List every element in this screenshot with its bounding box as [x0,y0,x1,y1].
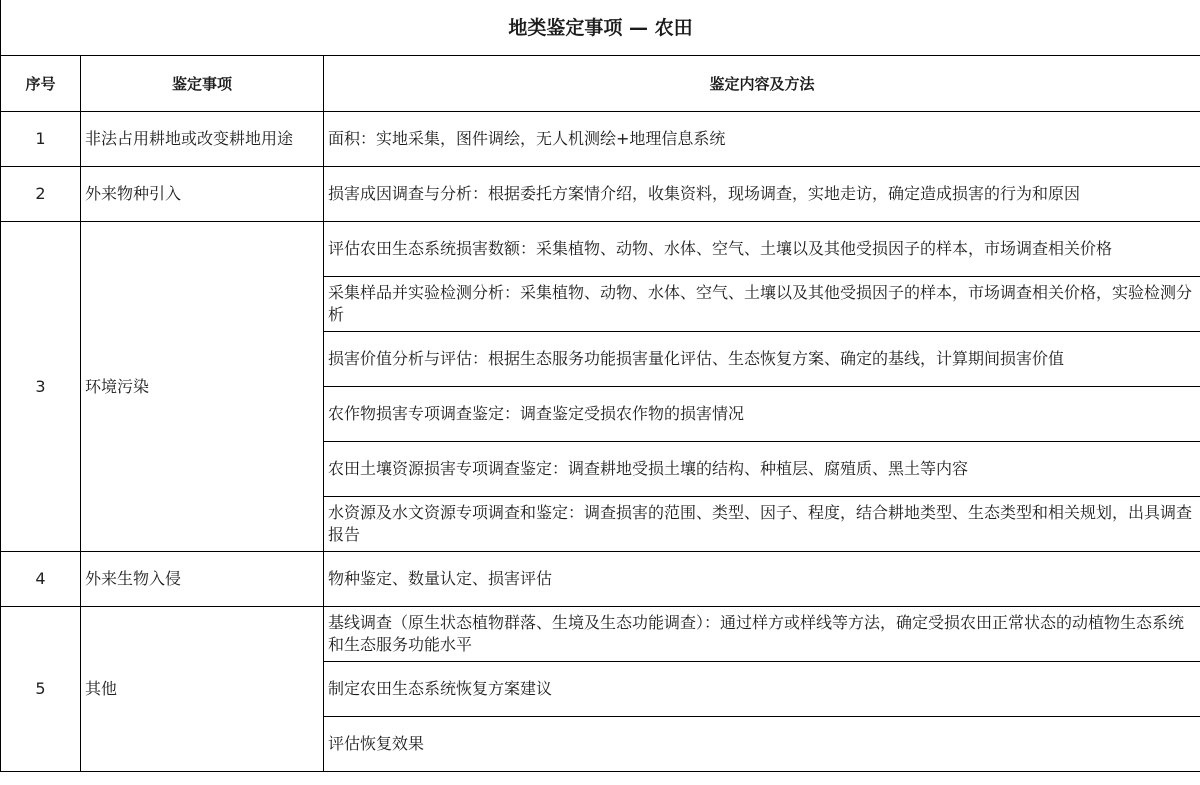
row-item: 外来物种引入 [81,167,324,222]
row-seq: 1 [1,112,81,167]
row-content: 采集样品并实验检测分析：采集植物、动物、水体、空气、土壤以及其他受损因子的样本，市场调查相关价格，实验检测分析 [324,277,1200,332]
header-item: 鉴定事项 [81,56,324,112]
table-row [1,222,1200,277]
row-content: 评估农田生态系统损害数额：采集植物、动物、水体、空气、土壤以及其他受损因子的样本，市场调查相关价格 [324,222,1200,277]
row-item: 非法占用耕地或改变耕地用途 [81,112,324,167]
row-content: 基线调查（原生状态植物群落、生境及生态功能调查）：通过样方或样线等方法，确定受损农田正常状态的动植物生态系统和生态服务功能水平 [324,607,1200,662]
table-row [1,607,1200,662]
row-content: 损害成因调查与分析：根据委托方案情介绍，收集资料，现场调查，实地走访，确定造成损害的行为和原因 [324,167,1200,222]
row-seq: 3 [1,222,81,552]
header-seq: 序号 [1,56,81,112]
table-row [1,112,1200,167]
row-content: 水资源及水文资源专项调查和鉴定：调查损害的范围、类型、因子、程度，结合耕地类型、生态类型和相关规划，出具调查报告 [324,497,1200,552]
header-content: 鉴定内容及方法 [324,56,1200,112]
row-content: 损害价值分析与评估：根据生态服务功能损害量化评估、生态恢复方案、确定的基线，计算期间损害价值 [324,332,1200,387]
table-row [1,552,1200,607]
row-content: 面积：实地采集，图件调绘，无人机测绘+地理信息系统 [324,112,1200,167]
row-item: 环境污染 [81,222,324,552]
row-seq: 2 [1,167,81,222]
table-row [1,167,1200,222]
row-content: 制定农田生态系统恢复方案建议 [324,662,1200,717]
row-item: 其他 [81,607,324,772]
row-content: 农田土壤资源损害专项调查鉴定：调查耕地受损土壤的结构、种植层、腐殖质、黑土等内容 [324,442,1200,497]
row-item: 外来生物入侵 [81,552,324,607]
row-content: 农作物损害专项调查鉴定：调查鉴定受损农作物的损害情况 [324,387,1200,442]
row-seq: 4 [1,552,81,607]
row-content: 物种鉴定、数量认定、损害评估 [324,552,1200,607]
table-title: 地类鉴定事项 — 农田 [1,0,1200,56]
header-row [1,56,1200,112]
row-content: 评估恢复效果 [324,717,1200,772]
row-seq: 5 [1,607,81,772]
